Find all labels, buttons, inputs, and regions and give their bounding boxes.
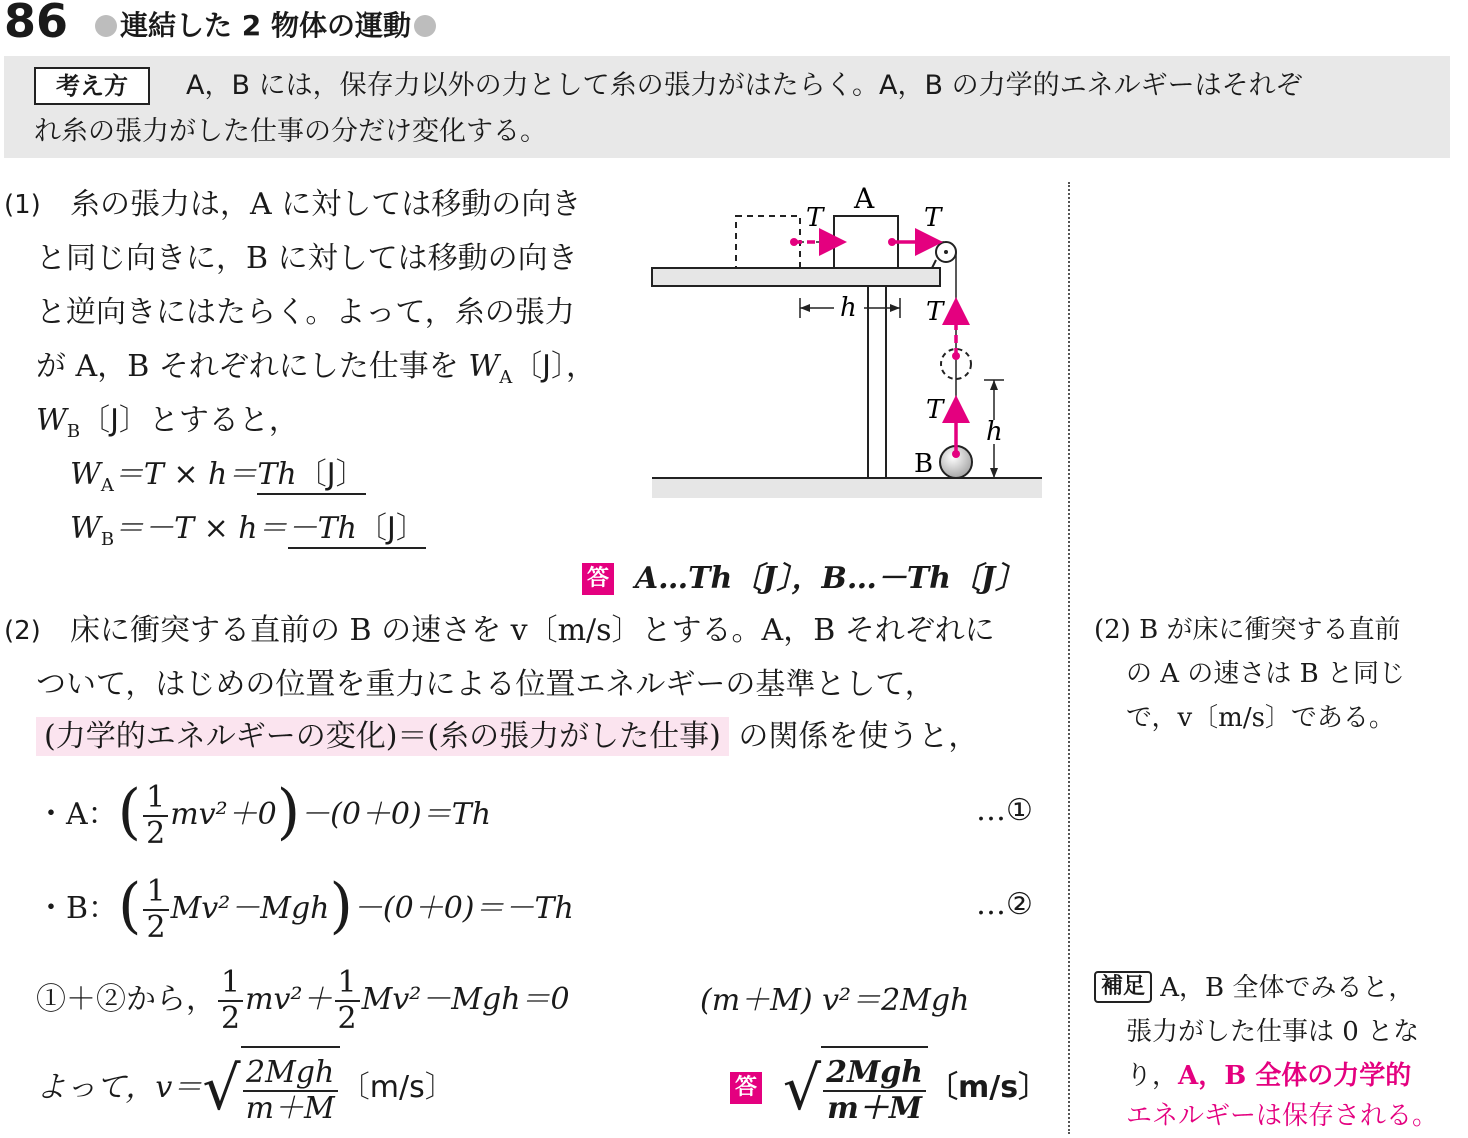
eq-b-label: ・B：	[36, 891, 119, 926]
part1-line-5-text: とすると，	[148, 403, 299, 438]
eq-wa-answer	[257, 457, 365, 495]
eq-a-tag: …①	[976, 793, 1033, 828]
eq-wb-sub: B	[100, 529, 115, 550]
fraction-num: 1	[146, 780, 166, 815]
unit-j: 〔J〕	[80, 403, 149, 438]
eq-wa-answer-value: Th	[257, 457, 297, 492]
comma: ，	[566, 349, 597, 384]
eq-a-rest: －(0＋0)＝Th	[300, 797, 492, 832]
eq-wa-sub: A	[100, 475, 114, 496]
wa-symbol: W	[468, 349, 500, 384]
fraction-num: 1	[337, 965, 357, 1000]
column-divider	[1068, 182, 1070, 1134]
eq-a-label: ・A：	[36, 797, 118, 832]
fraction-num: 1	[221, 965, 241, 1000]
part2-number: (2)	[4, 616, 41, 646]
part1-line-2: と同じ向きに，B に対しては移動の向き	[36, 241, 578, 276]
answer-unit: 〔m/s〕	[928, 1070, 1049, 1105]
part2-line-2: ついて，はじめの位置を重力による位置エネルギーの基準として，	[36, 667, 935, 702]
problem-title-text: 連結した 2 物体の運動	[120, 9, 411, 42]
label-t-3: T	[926, 297, 944, 327]
concept-line-1: A，B には，保存力以外の力として糸の張力がはたらく。A，B の力学的エネルギーはそれぞ	[186, 70, 1303, 101]
eq-b-tag: …②	[976, 887, 1033, 922]
wa-subscript: A	[499, 367, 513, 388]
sqrt-expression: √ $\frac{\text{2Mgh}}{m+M}$	[202, 1046, 339, 1132]
label-t-4: T	[926, 395, 944, 425]
label-t-1: T	[806, 203, 824, 233]
bullet-dot-icon	[414, 15, 436, 37]
sidenote2-line-1	[1094, 966, 1414, 1010]
eq-a-body: mv²＋0	[170, 797, 277, 832]
part1-line-3: と逆向きにはたらく。よって，糸の張力	[36, 295, 575, 330]
sidenote2-line-3b: A，B 全体の力学的	[1178, 1061, 1412, 1091]
eq-wb-answer-value: －Th	[287, 511, 357, 546]
fraction-den: 2	[143, 909, 168, 945]
problem-title	[92, 4, 439, 44]
fraction-den: 2	[335, 1000, 360, 1036]
fraction-den: 2	[218, 1000, 243, 1036]
fraction-den: 2	[143, 815, 168, 851]
label-b: B	[914, 449, 934, 479]
equation-a: ・A：( $\frac{1}{2}$ mv²＋0)－(0＋0)＝Th	[36, 777, 492, 851]
equation-b: ・B：( $\frac{1}{2}$ Mv²－Mgh)－(0＋0)＝－Th	[36, 871, 574, 945]
fraction-half	[335, 966, 360, 1036]
part1-answer-text: A…Th〔J〕，B…－Th〔J〕	[634, 561, 1026, 596]
answer-mark-icon: 答	[730, 1072, 762, 1104]
part1-answer	[582, 552, 1025, 606]
part2-answer	[730, 1046, 1048, 1132]
floor	[652, 478, 1042, 498]
answer-sqrt: √ $\frac{\text{2Mgh}}{m+M}$	[783, 1046, 928, 1132]
fraction-half	[143, 781, 168, 851]
final-lead: よって，v＝	[36, 1070, 203, 1105]
answer-num: 2Mgh	[826, 1055, 923, 1090]
part1-number: (1)	[4, 190, 41, 220]
concept-line-2: れ糸の張力がした仕事の分だけ変化する。	[34, 116, 547, 147]
answer-fraction	[823, 1056, 926, 1126]
fraction-half	[143, 875, 168, 945]
final-den: m＋M	[243, 1090, 338, 1126]
fraction-half	[218, 966, 243, 1036]
final-num: 2Mgh	[246, 1055, 335, 1090]
sum-term-1: mv²＋	[245, 982, 333, 1017]
part2-line-3	[36, 710, 978, 764]
wb-symbol: W	[36, 403, 67, 438]
part1-line-1: 糸の張力は，A に対しては移動の向き	[70, 187, 582, 222]
part1-line-4-text: が A，B それぞれにした仕事を	[36, 349, 459, 384]
eq-wb-symbol: W	[70, 511, 101, 546]
label-t-2: T	[924, 203, 942, 233]
label-h-2: h	[986, 417, 1003, 447]
unit-j: 〔J〕	[512, 349, 567, 384]
sum-lead: ①＋②から，	[36, 982, 216, 1017]
sidenote1-line-3: で，v〔m/s〕である。	[1126, 703, 1395, 733]
wb-subscript: B	[66, 421, 81, 442]
label-h-1: h	[840, 293, 857, 323]
equation-wb	[70, 502, 426, 567]
final-equation	[36, 1046, 455, 1132]
final-fraction	[243, 1056, 338, 1126]
problem-number: 86	[4, 0, 69, 48]
part2-line-1: 床に衝突する直前の B の速さを v〔m/s〕とする。A，B それぞれに	[70, 613, 995, 648]
answer-mark-icon: 答	[582, 563, 614, 595]
concept-label: 考え方	[34, 67, 150, 105]
energy-work-highlight: (力学的エネルギーの変化)＝(糸の張力がした仕事)	[36, 717, 729, 756]
table-leg	[868, 286, 886, 478]
sidenote2-line-1-text: A，B 全体でみると，	[1160, 973, 1415, 1003]
eq-wb-answer	[288, 511, 426, 549]
sidenote2-line-3	[1126, 1054, 1411, 1098]
eq-wb-mid: ＝－T × h＝	[114, 511, 288, 546]
table-top	[652, 268, 940, 286]
answer-den: m＋M	[823, 1090, 926, 1126]
sidenote2-line-4: エネルギーは保存される。	[1126, 1101, 1439, 1131]
sidenote2-line-2: 張力がした仕事は 0 とな	[1126, 1017, 1420, 1047]
bullet-dot-icon	[95, 15, 117, 37]
label-a: A	[854, 182, 875, 215]
hosoku-label: 補足	[1094, 971, 1152, 1003]
sum-term-2: Mv²－Mgh＝0	[361, 982, 570, 1017]
final-unit: 〔m/s〕	[339, 1070, 455, 1105]
part2-line-3-rest: の関係を使うと，	[738, 719, 979, 754]
eq-wb-unit: 〔J〕	[356, 511, 426, 546]
sidenote1-line-1: (2) B が床に衝突する直前	[1094, 615, 1401, 645]
sum-result: (m＋M) v²＝2Mgh	[700, 983, 970, 1018]
fraction-num: 1	[146, 874, 166, 909]
eq-wa-unit: 〔J〕	[296, 457, 366, 492]
sidenote1-line-2: の A の速さは B と同じ	[1126, 659, 1405, 689]
eq-b-rest: －(0＋0)＝－Th	[352, 891, 574, 926]
eq-wa-mid: ＝T × h＝	[113, 457, 258, 492]
eq-b-body: Mv²－Mgh	[170, 891, 330, 926]
sidenote2-line-3a: り，	[1126, 1061, 1179, 1091]
pulley-diagram	[648, 180, 1048, 502]
eq-wa-symbol: W	[70, 457, 101, 492]
equation-sum	[36, 960, 570, 1040]
